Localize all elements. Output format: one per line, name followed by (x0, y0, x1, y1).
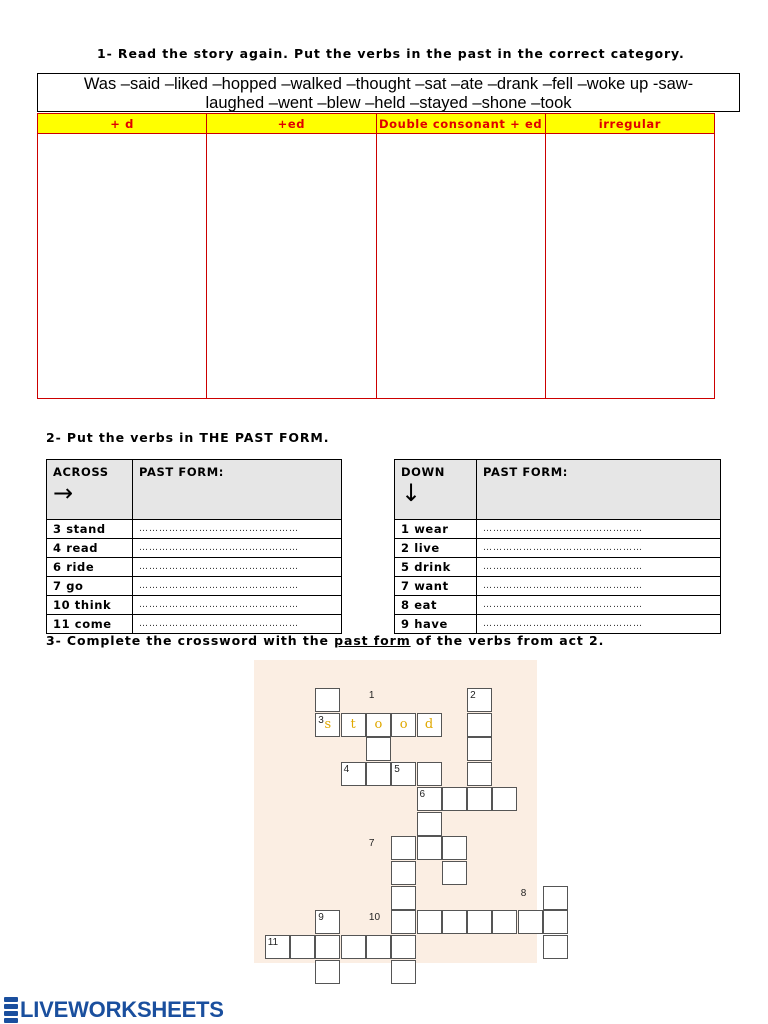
activity-3-heading-suffix: of the verbs from act 2. (410, 633, 605, 648)
down-verb: 5 drink (395, 558, 477, 577)
clue-number: 1 (368, 690, 375, 701)
clue-number: 7 (368, 838, 375, 850)
across-verb: 10 think (47, 596, 133, 615)
crossword-cell[interactable] (391, 960, 416, 984)
crossword-cell[interactable] (391, 935, 416, 959)
across-verb: 7 go (47, 577, 133, 596)
crossword-cell[interactable] (442, 910, 467, 934)
answer-blank[interactable]: ………………………………………… (477, 577, 721, 596)
activity-3-heading-emphasis: past form (334, 633, 411, 648)
crossword-letter: o (399, 716, 408, 732)
clue-number: 9 (318, 912, 324, 924)
verb-list-line-1: Was –said –liked –hopped –walked –thought –sat –ate –drank –fell –woke up -saw- (83, 75, 694, 93)
category-header-double-consonant: Double consonant + ed (376, 114, 545, 134)
answer-blank[interactable]: ………………………………………… (477, 558, 721, 577)
across-verb: 6 ride (47, 558, 133, 577)
crossword-cell[interactable] (417, 910, 442, 934)
crossword-cell[interactable] (417, 836, 442, 860)
liveworksheets-logo-icon (4, 997, 18, 1023)
activity-1-heading: 1- Read the story again. Put the verbs in the past in the correct category. (97, 46, 685, 61)
crossword-cell[interactable] (467, 737, 492, 761)
clue-number: 5 (394, 764, 400, 776)
answer-blank[interactable]: ………………………………………… (133, 615, 342, 634)
crossword-cell[interactable] (315, 935, 340, 959)
clue-number: 3 (318, 714, 324, 726)
down-past-form-label: PAST FORM: (477, 460, 721, 520)
down-table (394, 459, 721, 634)
activity-3-heading (46, 633, 604, 648)
category-table (37, 113, 715, 399)
crossword-cell[interactable] (492, 910, 517, 934)
crossword-cell[interactable] (341, 935, 366, 959)
crossword-cell[interactable] (391, 861, 416, 885)
answer-blank[interactable]: ………………………………………… (477, 596, 721, 615)
answer-blank[interactable]: ………………………………………… (133, 558, 342, 577)
crossword-cell[interactable] (417, 812, 442, 836)
clue-number: 11 (267, 937, 279, 948)
across-title: ACROSS (53, 465, 109, 479)
category-answer-plus-d[interactable] (38, 134, 207, 399)
category-answer-plus-ed[interactable] (207, 134, 376, 399)
crossword-cell[interactable] (391, 910, 416, 934)
crossword-cell[interactable] (391, 836, 416, 860)
crossword-cell[interactable] (315, 960, 340, 984)
across-verb: 4 read (47, 539, 133, 558)
crossword-cell[interactable] (290, 935, 315, 959)
crossword-cell[interactable] (315, 688, 340, 712)
crossword-letter: d (424, 716, 434, 732)
category-answer-double-consonant[interactable] (376, 134, 545, 399)
crossword-grid (254, 660, 537, 963)
category-header-plus-d: + d (38, 114, 207, 134)
category-header-plus-ed: +ed (207, 114, 376, 134)
answer-blank[interactable]: ………………………………………… (133, 539, 342, 558)
crossword-cell[interactable] (366, 737, 391, 761)
crossword-cell[interactable] (467, 762, 492, 786)
answer-blank[interactable]: ………………………………………… (477, 615, 721, 634)
crossword-cell[interactable] (543, 910, 568, 934)
across-table (46, 459, 342, 634)
answer-blank[interactable]: ………………………………………… (133, 520, 342, 539)
crossword-cell[interactable] (391, 886, 416, 910)
across-verb: 11 come (47, 615, 133, 634)
clue-number: 10 (368, 912, 381, 924)
clue-number: 2 (470, 690, 476, 701)
activity-2-heading: 2- Put the verbs in THE PAST FORM. (46, 430, 330, 445)
down-verb: 7 want (395, 577, 477, 596)
crossword-letter: o (374, 716, 383, 732)
crossword-cell[interactable] (467, 910, 492, 934)
verb-list-box (37, 73, 740, 112)
crossword-cell[interactable] (442, 861, 467, 885)
clue-number: 4 (343, 764, 350, 776)
down-verb: 1 wear (395, 520, 477, 539)
crossword-cell[interactable] (442, 787, 467, 811)
down-verb: 8 eat (395, 596, 477, 615)
crossword-letter: t (350, 716, 356, 732)
crossword-cell[interactable] (417, 762, 442, 786)
crossword-cell[interactable] (442, 836, 467, 860)
footer-brand (4, 997, 224, 1023)
answer-blank[interactable]: ………………………………………… (477, 520, 721, 539)
clue-number: 8 (520, 887, 527, 899)
crossword-cell[interactable] (543, 886, 568, 910)
crossword-letter: s (324, 716, 332, 732)
crossword-cell[interactable] (366, 935, 391, 959)
crossword-cell[interactable] (543, 935, 568, 959)
across-header (47, 460, 133, 520)
down-header (395, 460, 477, 520)
across-verb: 3 stand (47, 520, 133, 539)
verb-list-line-2: laughed –went –blew –held –stayed –shone –took (205, 94, 572, 112)
footer-brand-text: LIVEWORKSHEETS (20, 997, 224, 1022)
crossword-cell[interactable] (467, 787, 492, 811)
category-header-irregular: irregular (545, 114, 714, 134)
clue-number: 6 (419, 788, 426, 800)
across-past-form-label: PAST FORM: (133, 460, 342, 520)
answer-blank[interactable]: ………………………………………… (133, 596, 342, 615)
answer-blank[interactable]: ………………………………………… (133, 577, 342, 596)
down-verb: 9 have (395, 615, 477, 634)
down-title: DOWN (401, 465, 446, 479)
right-arrow-icon: → (53, 479, 74, 507)
crossword-cell[interactable] (366, 762, 391, 786)
category-answer-irregular[interactable] (545, 134, 714, 399)
crossword-cell[interactable] (518, 910, 543, 934)
activity-3-heading-prefix: 3- Complete the crossword with the (46, 633, 335, 648)
crossword-cell[interactable] (492, 787, 517, 811)
down-verb: 2 live (395, 539, 477, 558)
crossword-cell[interactable] (467, 713, 492, 737)
answer-blank[interactable]: ………………………………………… (477, 539, 721, 558)
down-arrow-icon: ↓ (401, 479, 422, 507)
